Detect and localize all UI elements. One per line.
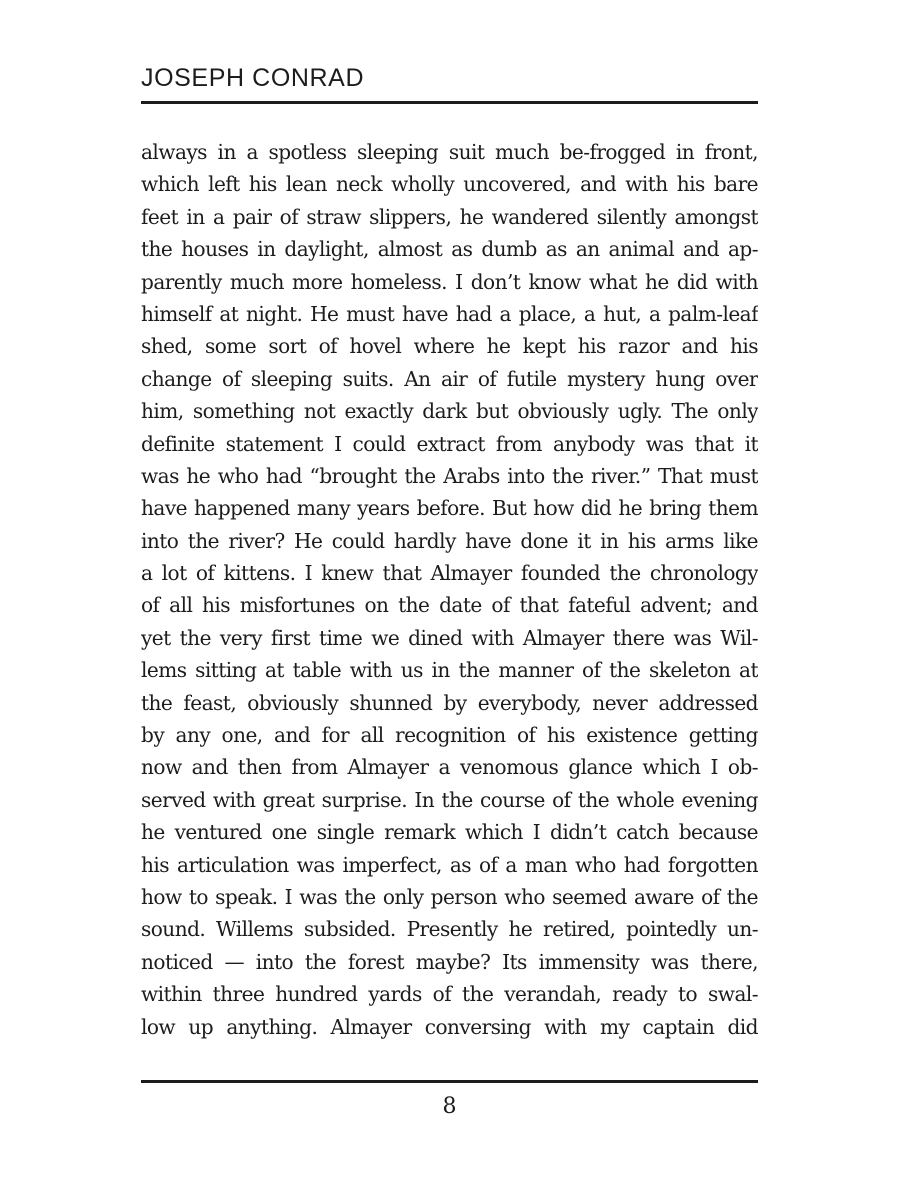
text-line: how to speak. I was the only person who seemed aware of the <box>141 884 758 909</box>
text-line: him, something not exactly dark but obviously ugly. The only <box>141 399 758 424</box>
text-line: into the river? He could hardly have done it in his arms like <box>141 528 758 553</box>
header-rule <box>141 101 758 104</box>
text-line: lems sitting at table with us in the manner of the skeleton at <box>141 658 758 683</box>
text-line: within three hundred yards of the verandah, ready to swal- <box>141 982 758 1007</box>
text-line: the houses in daylight, almost as dumb as an animal and ap- <box>141 237 758 262</box>
text-line: now and then from Almayer a venomous glance which I ob- <box>141 755 758 780</box>
running-head: JOSEPH CONRAD <box>141 64 365 92</box>
footer-rule <box>141 1080 758 1083</box>
text-line: he ventured one single remark which I didn’t catch because <box>141 820 758 845</box>
text-line: change of sleeping suits. An air of futile mystery hung over <box>141 366 758 391</box>
text-line: sound. Willems subsided. Presently he retired, pointedly un- <box>141 917 758 942</box>
text-line: which left his lean neck wholly uncovered, and with his bare <box>141 172 758 197</box>
text-line: of all his misfortunes on the date of that fateful advent; and <box>141 593 758 618</box>
text-line: definite statement I could extract from anybody was that it <box>141 431 758 456</box>
text-line: by any one, and for all recognition of his existence getting <box>141 723 758 748</box>
text-line: himself at night. He must have had a place, a hut, a palm-leaf <box>141 301 758 326</box>
text-line: yet the very first time we dined with Almayer there was Wil- <box>141 625 758 650</box>
page-number: 8 <box>442 1094 457 1119</box>
text-line: served with great surprise. In the course of the whole evening <box>141 787 758 812</box>
text-line: low up anything. Almayer conversing with my captain did <box>141 1014 758 1039</box>
text-line: feet in a pair of straw slippers, he wandered silently amongst <box>141 204 758 229</box>
text-line: shed, some sort of hovel where he kept his razor and his <box>141 334 758 359</box>
text-line: a lot of kittens. I knew that Almayer founded the chronology <box>141 561 758 586</box>
text-line: have happened many years before. But how did he bring them <box>141 496 758 521</box>
text-line: always in a spotless sleeping suit much be-frogged in front, <box>141 140 758 164</box>
text-line: his articulation was imperfect, as of a man who had forgotten <box>141 852 758 877</box>
text-line: was he who had “brought the Arabs into the river.” That must <box>141 463 758 488</box>
text-line: parently much more homeless. I don’t know what he did with <box>141 269 758 294</box>
text-line: noticed — into the forest maybe? Its immensity was there, <box>141 949 758 974</box>
text-line: the feast, obviously shunned by everybody, never addressed <box>141 690 758 715</box>
body-text <box>141 136 758 1043</box>
